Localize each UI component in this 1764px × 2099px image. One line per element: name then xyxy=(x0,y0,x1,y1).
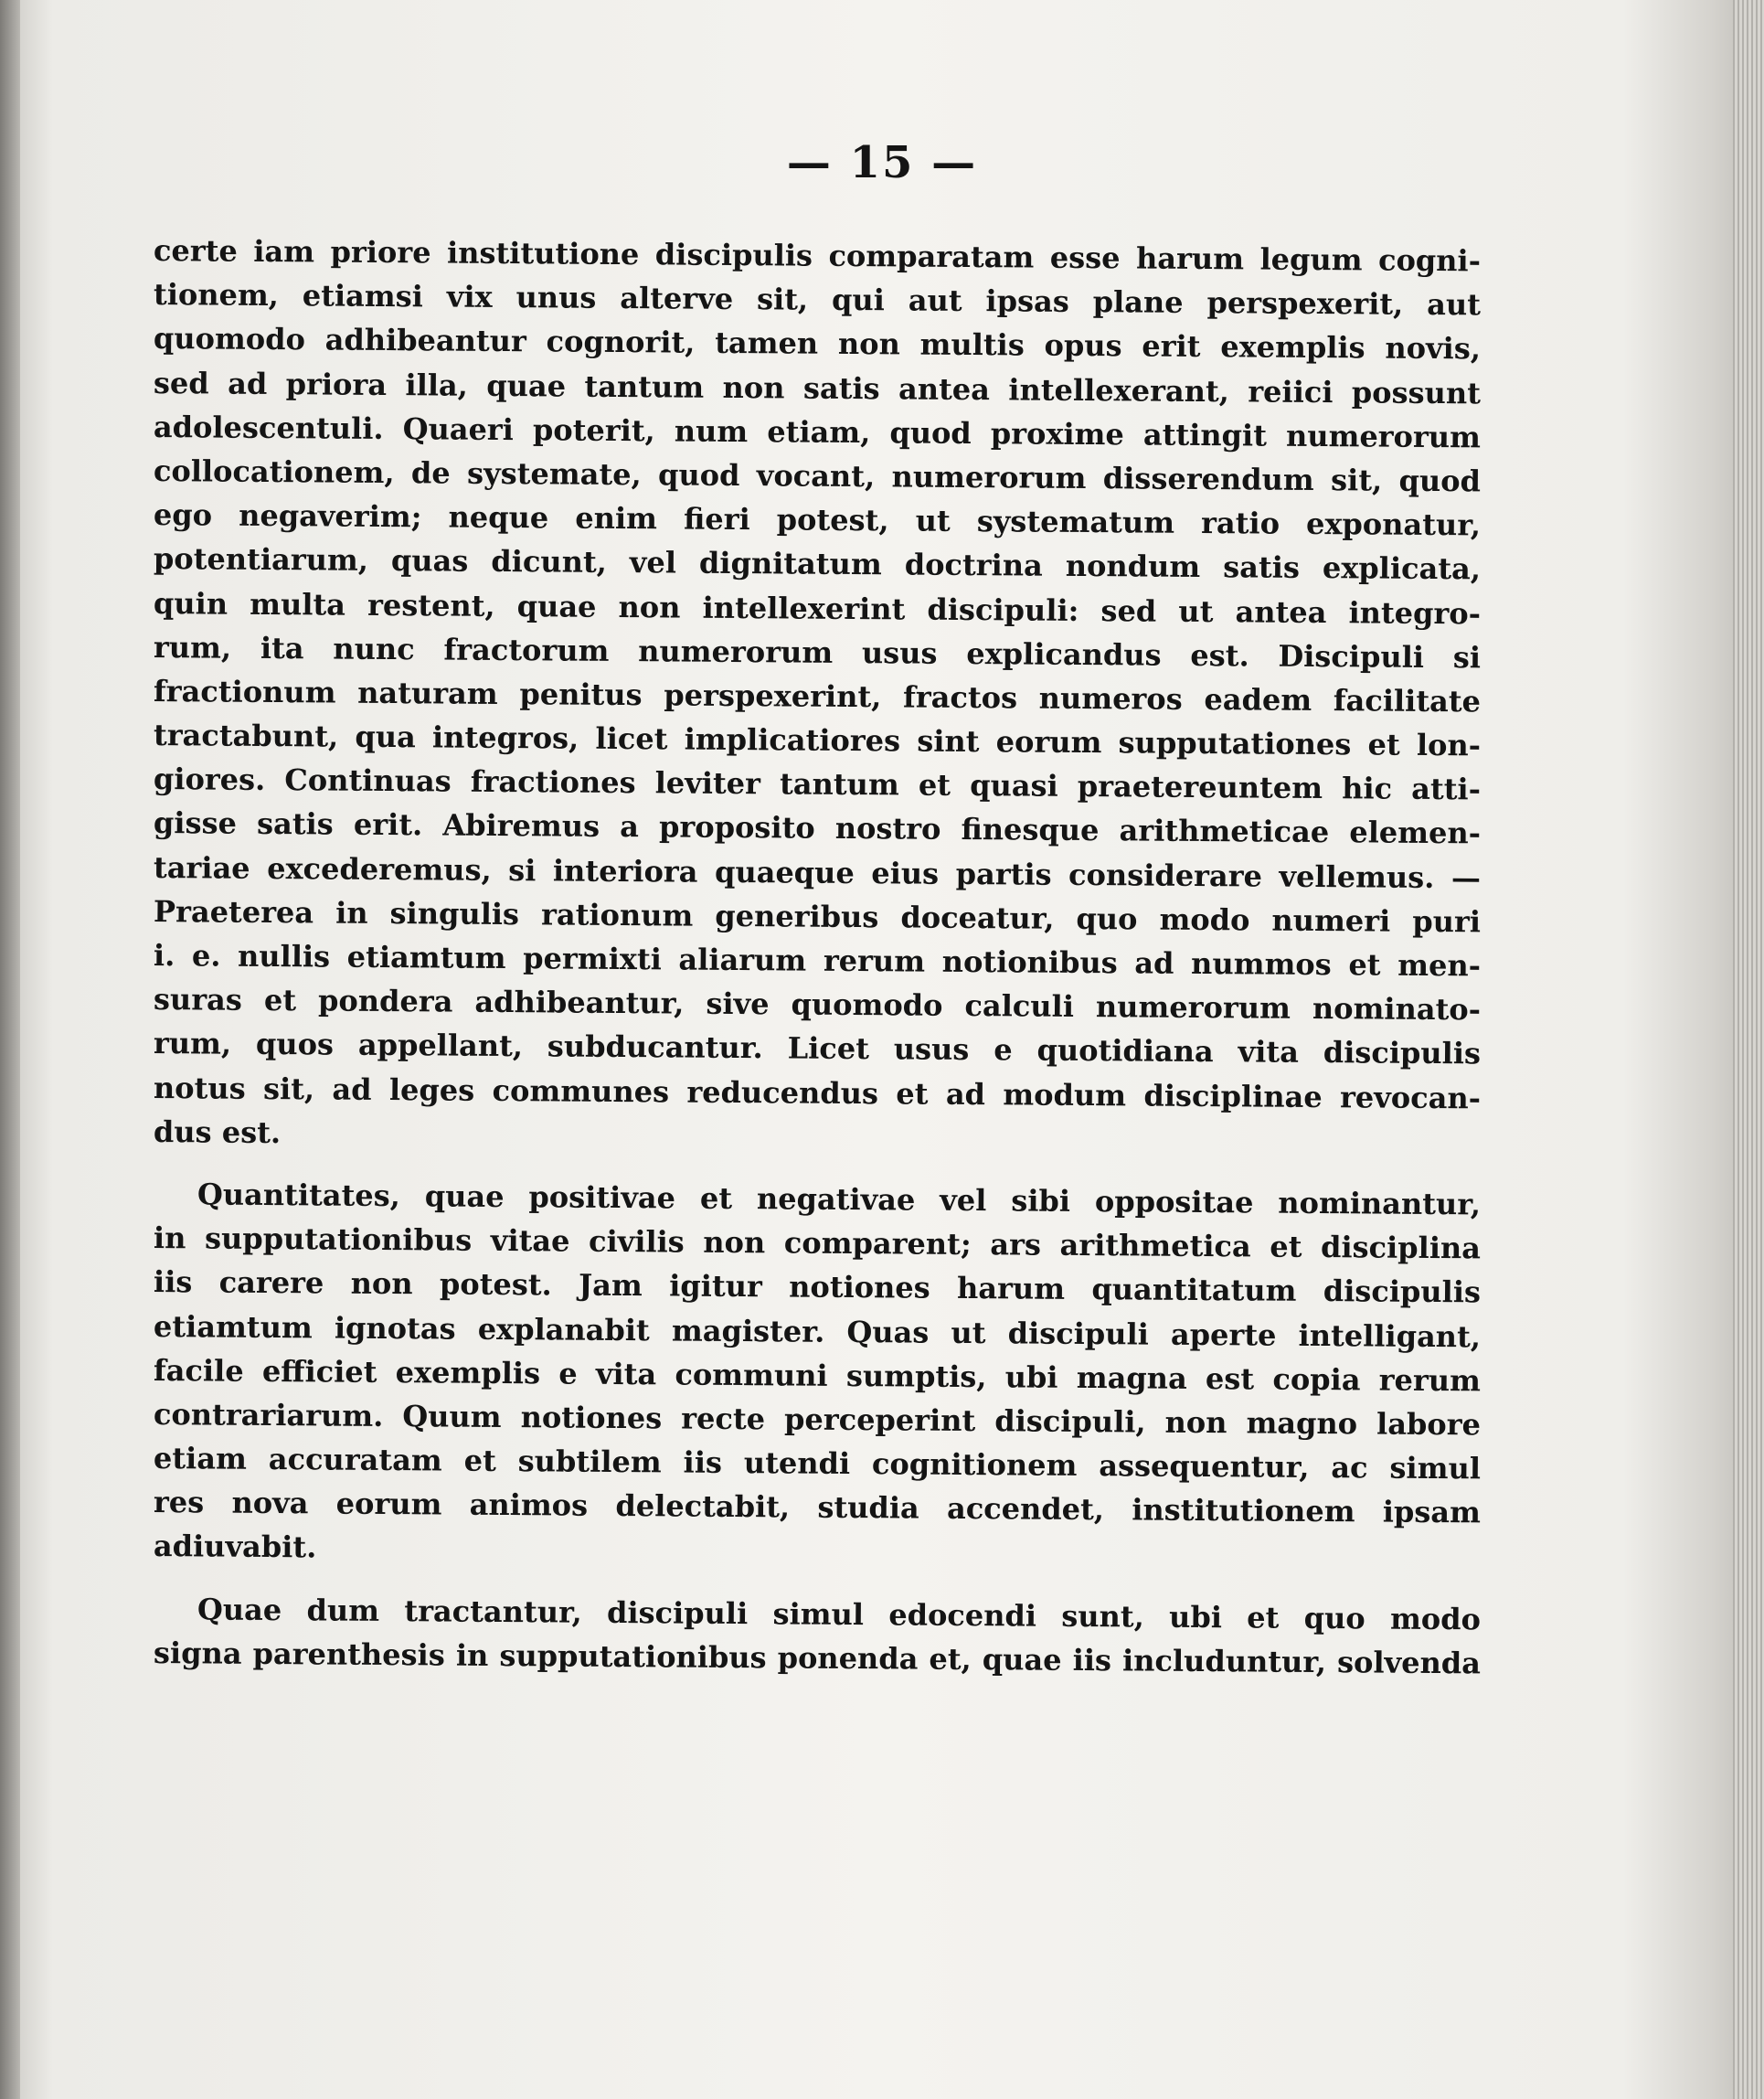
text-line: tariae excederemus, si interiora quaeque eius partis considerare vellemus. — xyxy=(153,849,1482,896)
text-line: suras et pondera adhibeantur, sive quomodo calculi numerorum nominato- xyxy=(153,982,1482,1028)
text-line: rum, ita nunc fractorum numerorum usus explicandus est. Discipuli si xyxy=(153,629,1482,676)
text-line: Quae dum tractantur, discipuli simul edocendi sunt, ubi et quo modo xyxy=(197,1592,1482,1637)
text-line: adolescentuli. Quaeri poterit, num etiam, quod proxime attingit numerorum xyxy=(153,409,1482,455)
page-fore-edge xyxy=(1733,0,1764,2099)
text-line: adiuvabit. xyxy=(153,1529,317,1565)
text-line: gisse satis erit. Abiremus a proposito nostro finesque arithmeticae elemen- xyxy=(153,805,1482,851)
text-line: tractabunt, qua integros, licet implicatiores sint eorum supputationes et lon- xyxy=(153,718,1482,763)
text-line: collocationem, de systemate, quod vocant, numerorum disserendum sit, quod xyxy=(153,453,1482,499)
text-line: sed ad priora illa, quae tantum non satis antea intellexerant, reiici possunt xyxy=(153,365,1482,410)
text-line: quomodo adhibeantur cognorit, tamen non multis opus erit exemplis novis, xyxy=(153,321,1482,367)
text-line: fractionum naturam penitus perspexerint, fractos numeros eadem facilitate xyxy=(153,673,1482,719)
page-number: — 15 — xyxy=(786,137,978,188)
text-line: notus sit, ad leges communes reducendus et ad modum disciplinae revocan- xyxy=(153,1070,1482,1115)
text-line: giores. Continuas fractiones leviter tantum et quasi praetereuntem hic atti- xyxy=(153,762,1482,807)
book-spine-shadow xyxy=(0,0,20,2099)
text-line: res nova eorum animos delectabit, studia accendet, institutionem ipsam xyxy=(153,1485,1482,1530)
text-line: ego negaverim; neque enim fieri potest, ut systematum ratio exponatur, xyxy=(153,497,1482,543)
text-line: iis carere non potest. Jam igitur notiones harum quantitatum discipulis xyxy=(153,1264,1482,1310)
text-line: dus est. xyxy=(153,1113,282,1150)
text-line: in supputationibus vitae civilis non comparent; ars arithmetica et disciplina xyxy=(153,1220,1482,1266)
text-line: rum, quos appellant, subducantur. Licet usus e quotidiana vita discipulis xyxy=(153,1026,1482,1071)
text-line: Quantitates, quae positivae et negativae vel sibi oppositae nominantur, xyxy=(197,1177,1482,1222)
text-line: i. e. nullis etiamtum permixti aliarum rerum notionibus ad nummos et men- xyxy=(153,938,1482,984)
text-line: tionem, etiamsi vix unus alterve sit, qui aut ipsas plane perspexerit, aut xyxy=(153,277,1482,323)
text-line: signa parenthesis in supputationibus ponenda et, quae iis includuntur, solvenda xyxy=(153,1635,1482,1681)
text-line: potentiarum, quas dicunt, vel dignitatum doctrina nondum satis explicata, xyxy=(153,541,1482,587)
text-line: certe iam priore institutione discipulis comparatam esse harum legum cogni- xyxy=(153,233,1482,279)
text-line: Praeterea in singulis rationum generibus doceatur, quo modo numeri puri xyxy=(153,893,1482,940)
text-line: etiamtum ignotas explanabit magister. Quas ut discipuli aperte intelligant, xyxy=(153,1308,1482,1354)
text-line: contrariarum. Quum notiones recte perceperint discipuli, non magno labore xyxy=(153,1396,1482,1443)
text-line: facile efficiet exemplis e vita communi sumptis, ubi magna est copia rerum xyxy=(153,1352,1482,1399)
body-text xyxy=(153,229,1482,1681)
text-line: quin multa restent, quae non intellexerint discipuli: sed ut antea integro- xyxy=(153,585,1482,631)
text-line: etiam accuratam et subtilem iis utendi cognitionem assequentur, ac simul xyxy=(153,1441,1482,1486)
